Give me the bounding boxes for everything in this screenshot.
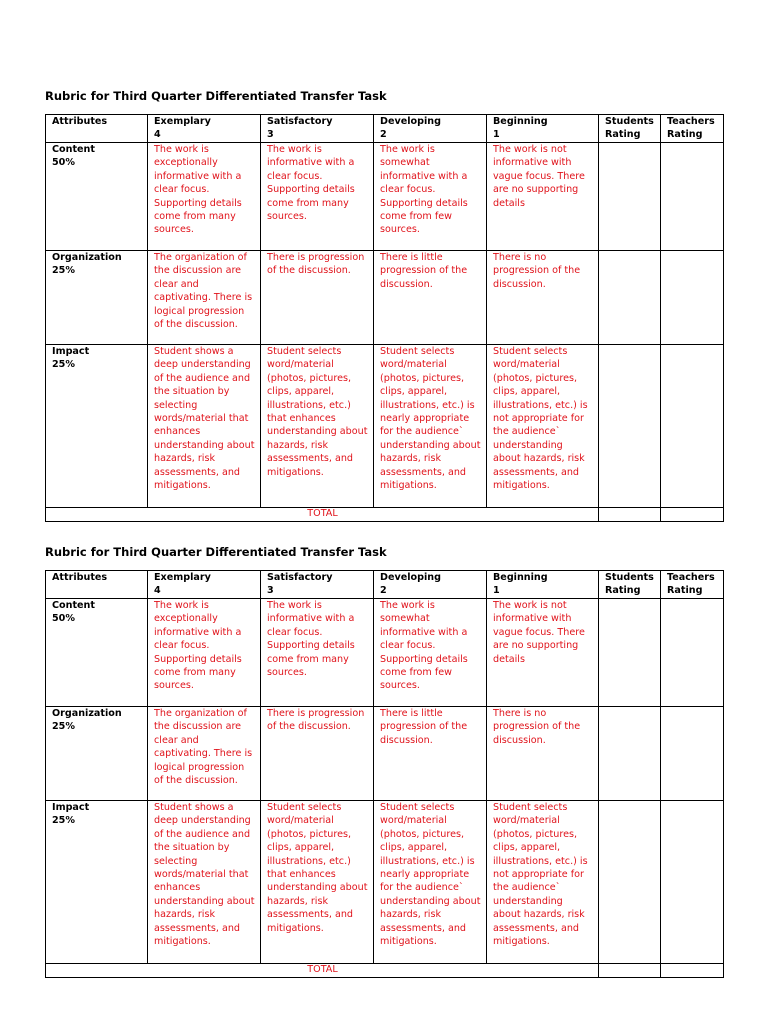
header-beginning: Beginning 1 <box>487 571 599 599</box>
students-rating-cell[interactable] <box>599 143 661 251</box>
score-1: 1 <box>493 585 500 597</box>
descriptor-satisfactory: Student selects word/material (photos, pictures, clips, apparel, illustrations, etc.) that enhances understanding about hazards, risk assessments, and mitigations. <box>261 801 374 964</box>
teachers-rating-cell[interactable] <box>661 345 724 508</box>
header-teachers-rating: Teachers Rating <box>661 115 724 143</box>
header-students-rating: Students Rating <box>599 115 661 143</box>
score-3: 3 <box>267 585 274 597</box>
table-row <box>46 143 724 251</box>
descriptor-beginning: Student selects word/material (photos, pictures, clips, apparel, illustrations, etc.) is not appropriate for the audience` understanding about hazards, risk assessments, and mitigations. <box>487 345 599 508</box>
criterion-impact: Impact 25% <box>46 801 148 964</box>
descriptor-developing: Student selects word/material (photos, pictures, clips, apparel, illustrations, etc.) is nearly appropriate for the audience` understanding about hazards, risk assessments, and mitigations. <box>374 345 487 508</box>
descriptor-exemplary: The organization of the discussion are clear and captivating. There is logical progression of the discussion. <box>148 251 261 345</box>
table-row <box>46 251 724 345</box>
criterion-content: Content 50% <box>46 143 148 251</box>
descriptor-exemplary: The work is exceptionally informative with a clear focus. Supporting details come from many sources. <box>148 599 261 707</box>
header-teachers-rating: Teachers Rating <box>661 571 724 599</box>
teachers-total-cell[interactable] <box>661 964 724 978</box>
rubric-2 <box>45 544 723 978</box>
teachers-rating-cell[interactable] <box>661 143 724 251</box>
header-attributes: Attributes <box>46 115 148 143</box>
table-row <box>46 345 724 508</box>
teachers-total-cell[interactable] <box>661 508 724 522</box>
descriptor-exemplary: Student shows a deep understanding of the audience and the situation by selecting words/material that enhances understanding about hazards, risk assessments, and mitigations. <box>148 345 261 508</box>
header-satisfactory: Satisfactory 3 <box>261 115 374 143</box>
teachers-rating-cell[interactable] <box>661 599 724 707</box>
criterion-impact: Impact 25% <box>46 345 148 508</box>
descriptor-beginning: Student selects word/material (photos, pictures, clips, apparel, illustrations, etc.) is not appropriate for the audience` understanding about hazards, risk assessments, and mitigations. <box>487 801 599 964</box>
teachers-rating-cell[interactable] <box>661 801 724 964</box>
descriptor-developing: The work is somewhat informative with a clear focus. Supporting details come from few sources. <box>374 599 487 707</box>
teachers-rating-cell[interactable] <box>661 707 724 801</box>
criterion-organization: Organization 25% <box>46 251 148 345</box>
rubric-title: Rubric for Third Quarter Differentiated Transfer Task <box>45 89 387 103</box>
rubric-table <box>45 114 724 522</box>
descriptor-developing: There is little progression of the discussion. <box>374 707 487 801</box>
total-label: TOTAL <box>46 508 599 522</box>
rubric-table <box>45 570 724 978</box>
total-row <box>46 964 724 978</box>
descriptor-satisfactory: There is progression of the discussion. <box>261 707 374 801</box>
table-row <box>46 599 724 707</box>
descriptor-developing: Student selects word/material (photos, pictures, clips, apparel, illustrations, etc.) is nearly appropriate for the audience` understanding about hazards, risk assessments, and mitigations. <box>374 801 487 964</box>
descriptor-exemplary: The work is exceptionally informative with a clear focus. Supporting details come from many sources. <box>148 143 261 251</box>
header-satisfactory: Satisfactory 3 <box>261 571 374 599</box>
descriptor-satisfactory: Student selects word/material (photos, pictures, clips, apparel, illustrations, etc.) that enhances understanding about hazards, risk assessments, and mitigations. <box>261 345 374 508</box>
header-row <box>46 571 724 599</box>
table-row <box>46 707 724 801</box>
students-rating-cell[interactable] <box>599 707 661 801</box>
table-row <box>46 801 724 964</box>
descriptor-beginning: The work is not informative with vague focus. There are no supporting details <box>487 599 599 707</box>
descriptor-satisfactory: There is progression of the discussion. <box>261 251 374 345</box>
score-2: 2 <box>380 129 387 141</box>
score-2: 2 <box>380 585 387 597</box>
score-4: 4 <box>154 129 161 141</box>
header-exemplary: Exemplary 4 <box>148 115 261 143</box>
criterion-content: Content 50% <box>46 599 148 707</box>
descriptor-exemplary: Student shows a deep understanding of the audience and the situation by selecting words/material that enhances understanding about hazards, risk assessments, and mitigations. <box>148 801 261 964</box>
students-total-cell[interactable] <box>599 508 661 522</box>
rubric-title: Rubric for Third Quarter Differentiated Transfer Task <box>45 545 387 559</box>
header-students-rating: Students Rating <box>599 571 661 599</box>
descriptor-beginning: There is no progression of the discussion. <box>487 707 599 801</box>
students-rating-cell[interactable] <box>599 599 661 707</box>
students-rating-cell[interactable] <box>599 251 661 345</box>
total-label: TOTAL <box>46 964 599 978</box>
criterion-organization: Organization 25% <box>46 707 148 801</box>
descriptor-satisfactory: The work is informative with a clear focus. Supporting details come from many sources. <box>261 143 374 251</box>
header-attributes: Attributes <box>46 571 148 599</box>
students-total-cell[interactable] <box>599 964 661 978</box>
header-developing: Developing 2 <box>374 115 487 143</box>
students-rating-cell[interactable] <box>599 345 661 508</box>
teachers-rating-cell[interactable] <box>661 251 724 345</box>
header-exemplary: Exemplary 4 <box>148 571 261 599</box>
header-beginning: Beginning 1 <box>487 115 599 143</box>
header-row <box>46 115 724 143</box>
score-3: 3 <box>267 129 274 141</box>
students-rating-cell[interactable] <box>599 801 661 964</box>
descriptor-beginning: The work is not informative with vague focus. There are no supporting details <box>487 143 599 251</box>
descriptor-beginning: There is no progression of the discussion. <box>487 251 599 345</box>
descriptor-developing: There is little progression of the discussion. <box>374 251 487 345</box>
rubric-1 <box>45 88 723 522</box>
descriptor-exemplary: The organization of the discussion are clear and captivating. There is logical progression of the discussion. <box>148 707 261 801</box>
descriptor-developing: The work is somewhat informative with a clear focus. Supporting details come from few sources. <box>374 143 487 251</box>
score-4: 4 <box>154 585 161 597</box>
total-row <box>46 508 724 522</box>
descriptor-satisfactory: The work is informative with a clear focus. Supporting details come from many sources. <box>261 599 374 707</box>
header-developing: Developing 2 <box>374 571 487 599</box>
score-1: 1 <box>493 129 500 141</box>
